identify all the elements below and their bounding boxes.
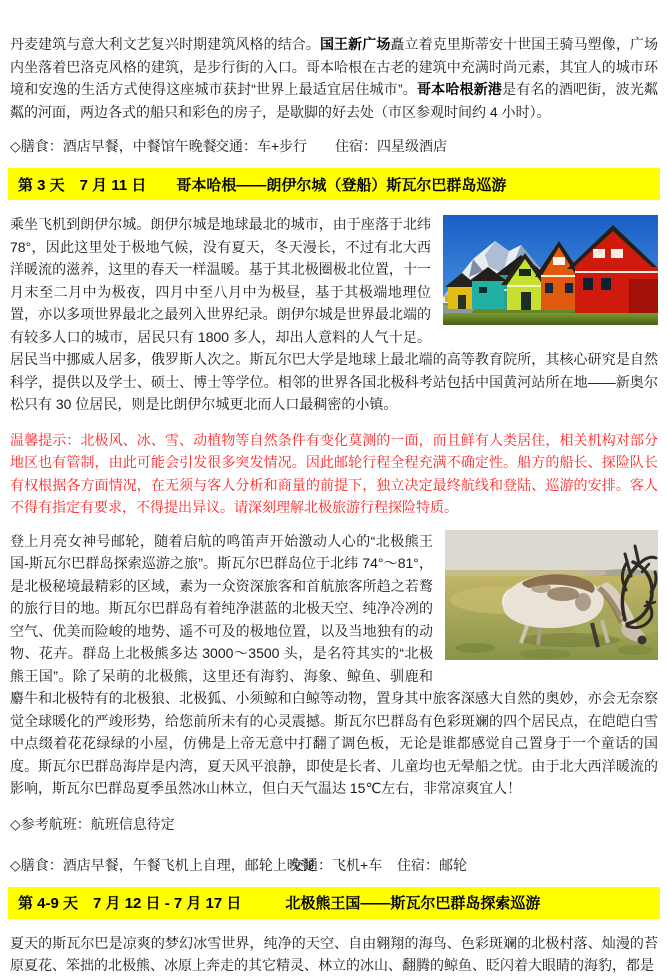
day49-header-date: 第 4-9 天 7 月 12 日 - 7 月 17 日 — [18, 895, 242, 912]
day2-transport: 交通：车+步行 — [215, 138, 308, 154]
cruise-paragraph-block — [10, 530, 658, 800]
intro-bold-nyhavn: 哥本哈根新港 — [416, 81, 503, 97]
day3-header-title: 哥本哈根——朗伊尔城（登船）斯瓦尔巴群岛巡游 — [176, 176, 507, 194]
intro-seg3: 是有名的酒吧街，波光粼粼的河面，两边各式的船只和彩色的房子，是歇脚的好去处（市区参观时间约 4 小时）。 — [10, 81, 659, 120]
warning-paragraph: 温馨提示：北极风、冰、雪、动植物等自然条件有变化莫测的一面，而且鲜有人类居住，相关机构对部分地区也有管制，由此可能会引发很多突发情况。因此邮轮行程全程充满不确定性。船方的船长、探险队长有权根据各方面情况，在无须与客人分析和商量的前提下，独立决定最终航线和登陆、巡游的安排。客人不得有指定有要求，不得提出异议。请深刻理解北极旅游行程探险特质。 — [10, 431, 658, 515]
day2-lodging: 住宿：四星级酒店 — [335, 138, 447, 154]
houses-photo-illustration — [443, 215, 658, 325]
cruise-paragraph-text: 登上月亮女神号邮轮，随着启航的鸣笛声开始激动人心的“北极熊王国-斯瓦尔巴群岛探索巡游之旅”。斯瓦尔巴群岛位于北纬 74°～81°，是北极秘境最精彩的区域，素为一众资深旅客和首航旅客所趋之若鹜的旅行目的地。斯瓦尔巴群岛有着纯净湛蓝的北极天空、纯净冷冽的空气、优美而险峻的地势、遥不可及的极地位置，以及当地独有的动物、花卉。群岛上北极熊多达 3000～3500 头，是名符其实的“北极熊王国”。除了呆萌的北极熊，这里还有海豹、海象、鲸鱼、驯鹿和麝牛和北极特有的北极狼、北极狐、小须鲸和白鲸等动物，置身其中旅客深感大自然的奥妙，亦会无奈察觉全球暖化的严竣形势，给您前所未有的心灵震撼。斯瓦尔巴群岛有色彩斑斓的四个居民点，在皑皑白雪中点缀着花花绿绿的小屋，仿佛是上帝无意中打翻了调色板，无论是谁都感觉自己置身于一个童话的国度。斯瓦尔巴群岛海岸是内湾，夏天风平浪静，即使是长者、儿童均也无晕船之忧。由于北大西洋暖流的影响，斯瓦尔巴群岛夏季虽然冰山林立，但白天气温达 15℃左右，非常凉爽宜人！ — [10, 532, 658, 796]
reindeer-photo — [445, 530, 658, 660]
day3-transport: 交通：飞机+车 — [290, 856, 383, 873]
day3-info-line — [10, 855, 658, 877]
day3-paragraph-block — [10, 213, 658, 416]
day3-paragraph-text: 乘坐飞机到朗伊尔城。朗伊尔城是地球最北的城市，由于座落于北纬 78°，因此这里处于极地气候，没有夏天，冬天漫长，不过有北大西洋暖流的滋养，这里的春天一样温暖。基于其北极圈极北位置，十一月末至二月中为极夜，四月中至八月中为极昼，基于其极端地理位置，亦以多项世界最北之最列入世界纪录。朗伊尔城是世界最北端的有较多人口的城市，居民只有 1800 多人，却出人意料的人气十足。居民当中挪威人居多，俄罗斯人次之。斯瓦尔巴大学是地球上最北端的高等教育院所，其核心研究是自然科学，提供以及学士、硕士、博士等学位。相邻的世界各国北极科考站包括中国黄河站所在地——新奥尔松只有 30 位居民，则是比朗伊尔城更北而人口最稠密的小镇。 — [10, 216, 658, 412]
day3-lodging: 住宿：邮轮 — [397, 856, 467, 873]
intro-paragraph — [10, 33, 658, 123]
day3-meals: ◇膳食：酒店早餐，午餐飞机上自理，邮轮上晚餐 — [10, 856, 315, 873]
day49-paragraph: 夏天的斯瓦尔巴是凉爽的梦幻冰雪世界，纯净的天空、自由翱翔的海鸟、色彩斑斓的北极村落、灿漫的苔原夏花、笨拙的北极熊、冰原上奔走的其它精灵、林立的冰山、翻腾的鲸鱼、眨闪着大眼睛的海豹，都是 — [10, 934, 658, 973]
flight-info-line: ◇参考航班：航班信息待定 — [10, 815, 175, 832]
intro-bold-kings-square: 国王新广场 — [319, 36, 391, 52]
day3-header-date: 第 3 天 7 月 11 日 — [18, 176, 147, 194]
intro-seg1: 丹麦建筑与意大利文艺复兴时期建筑风格的结合。 — [10, 36, 320, 52]
day49-header-title: 北极熊王国——斯瓦尔巴群岛探索巡游 — [285, 895, 541, 912]
longyearbyen-houses-photo — [443, 215, 658, 325]
reindeer-photo-illustration — [445, 530, 658, 660]
intro-seg2: 矗立着克里斯蒂安十世国王骑马塑像，广场内坐落着巴洛克风格的建筑，是步行街的入口。哥本哈根在古老的建筑中充满时尚元素，其宜人的城市环境和安逸的生活方式使得这座城市获封“世界上最适宜居住城市”。 — [10, 36, 659, 97]
day3-header — [8, 168, 660, 200]
day2-info-line — [10, 136, 658, 158]
day2-meals: ◇膳食：酒店早餐，中餐馆午晚餐 — [10, 138, 217, 154]
day49-header — [8, 887, 660, 919]
